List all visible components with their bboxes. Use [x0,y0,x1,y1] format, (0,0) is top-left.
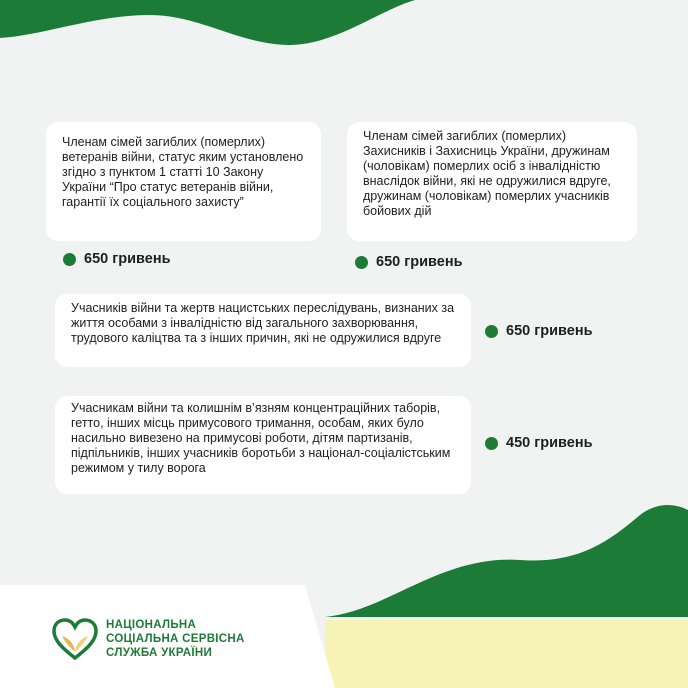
bullet-dot-icon [63,253,76,266]
logo-line-2: СОЦІАЛЬНА СЕРВІСНА [106,633,245,645]
benefit-card-3 [55,294,471,367]
benefit-amount-4: 450 гривень [485,435,593,451]
bullet-dot-icon [485,437,498,450]
benefit-amount-2: 650 гривень [355,254,463,270]
logo-line-3: СЛУЖБА УКРАЇНИ [106,647,213,659]
logo-line-1: НАЦІОНАЛЬНА [106,619,197,631]
nssu-logo [52,618,245,660]
bullet-dot-icon [355,256,368,269]
benefit-card-4 [55,396,471,494]
bullet-dot-icon [485,325,498,338]
benefit-amount-3: 650 гривень [485,323,593,339]
benefit-card-2-text: Членам сімей загиблих (померлих) Захисників і Захисниць України, дружинам (чоловікам) померлих осіб з інвалідністю внаслідок війни, які не одружилися вдруге, дружинам (чоловікам) померлих учасників бойових дій [363,129,611,218]
heart-hands-icon [52,618,98,660]
benefit-amount-1: 650 гривень [63,251,171,267]
benefit-card-4-text: Учасникам війни та колишнім в’язням концентраційних таборів, гетто, інших місць примусового тримання, особам, яких було насильно вивезено на примусові роботи, дітям партизанів, підпільників, інших учасників боротьби з націонал-соціалістським режимом у тилу ворога [71,401,451,475]
benefit-card-1-text: Членам сімей загиблих (померлих) ветеранів війни, статус яким установлено згідно з пунктом 1 статті 10 Закону України “Про статус ветеранів війни, гарантії їх соціального захисту” [62,135,304,209]
benefit-card-2 [347,122,637,241]
benefit-card-1 [46,122,321,241]
benefit-card-3-text: Учасників війни та жертв нацистських переслідувань, визнаних за життя особами з інвалідністю від загального захворювання, трудового каліцтва та з інших причин, які не одружилися вдруге [71,301,455,345]
